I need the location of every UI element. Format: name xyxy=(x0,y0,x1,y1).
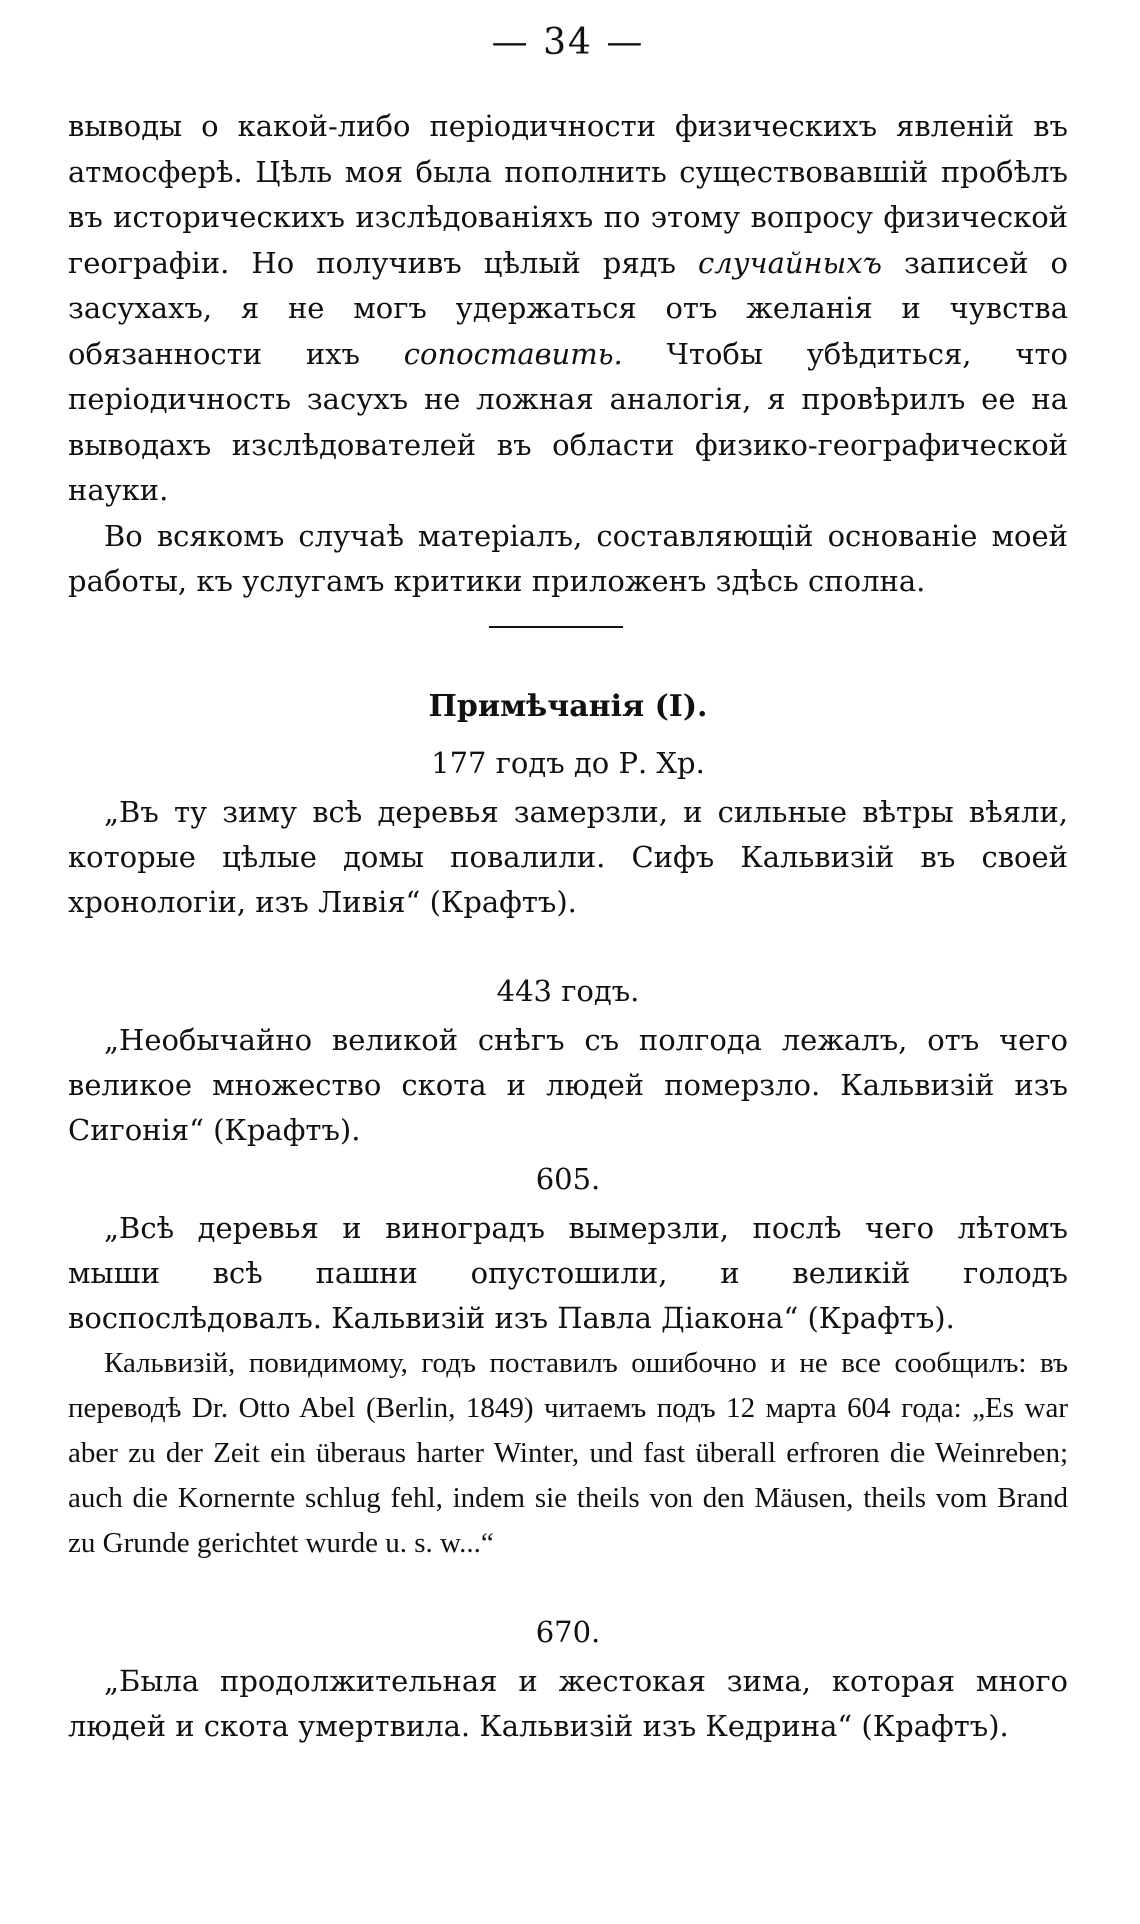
intro-p1-italic-2: сопоставить. xyxy=(403,336,623,371)
note-text-2: „Необычайно великой снѣгъ съ полгода лежалъ, отъ чего великое множество скота и людей померзло. Кальвизій изъ Сигонія“ (Крафтъ). xyxy=(68,1023,1068,1147)
intro-paragraph-1 xyxy=(68,104,1068,514)
note-year-2: 443 годъ. xyxy=(496,974,640,1008)
intro-p1-part2: записей о засухахъ, я не могъ удержаться отъ желанія и чувства обязанности ихъ xyxy=(68,245,1068,371)
intro-p1-part3: Чтобы убѣдиться, что періодичность засухъ не ложная аналогія, я провѣрилъ ее на выводахъ изслѣдователей въ области физико-географической науки. xyxy=(68,336,1068,507)
document-page xyxy=(68,0,1068,1924)
note-text-3: „Всѣ деревья и виноградъ вымерзли, послѣ чего лѣтомъ мыши всѣ пашни опустошили, и великій голодъ воспослѣдовалъ. Кальвизій изъ Павла Діакона“ (Крафтъ). xyxy=(68,1211,1068,1335)
note-year-1: 177 годъ до Р. Хр. xyxy=(431,746,705,780)
notes-section xyxy=(68,684,1068,1749)
intro-paragraph-2: Во всякомъ случаѣ матеріалъ, составляющій основаніе моей работы, къ услугамъ критики приложенъ здѣсь сполна. xyxy=(68,518,1068,598)
note-text-1: „Въ ту зиму всѣ деревья замерзли, и сильные вѣтры вѣяли, которые цѣлые домы повалили. Сифъ Кальвизій въ своей хронологіи, изъ Ливія“ (Крафтъ). xyxy=(68,795,1068,919)
page-number: — 34 — xyxy=(491,22,645,63)
note-year-3: 605. xyxy=(535,1162,601,1196)
section-divider xyxy=(489,626,623,628)
note-text-4: „Была продолжительная и жестокая зима, которая много людей и скота умертвила. Кальвизій изъ Кедрина“ (Крафтъ). xyxy=(68,1664,1068,1743)
intro-p1-part1: выводы о какой-либо періодичности физическихъ явленій въ атмосферѣ. Цѣль моя была пополнить существовавшій пробѣлъ въ историческихъ изслѣдованіяхъ по этому вопросу физической географіи. Но получивъ цѣлый рядъ xyxy=(68,109,1068,280)
intro-p1-italic-1: случайныхъ xyxy=(698,245,882,280)
intro-text xyxy=(68,104,1068,605)
note-comment-3: Кальвизій, повидимому, годъ поставилъ ошибочно и не все сообщилъ: въ переводѣ Dr. Otto Abel (Berlin, 1849) читаемъ подъ 12 марта 604 года: „Es war aber zu der Zeit ein überaus harter Winter, und fast überall erfroren die Weinreben; auch die Kornernte schlug fehl, indem sie theils von den Mäusen, theils vom Brand zu Grunde gerichtet wurde u. s. w...“ xyxy=(68,1347,1068,1559)
notes-heading: Примѣчанія (I). xyxy=(428,689,708,724)
note-year-4: 670. xyxy=(535,1615,601,1649)
